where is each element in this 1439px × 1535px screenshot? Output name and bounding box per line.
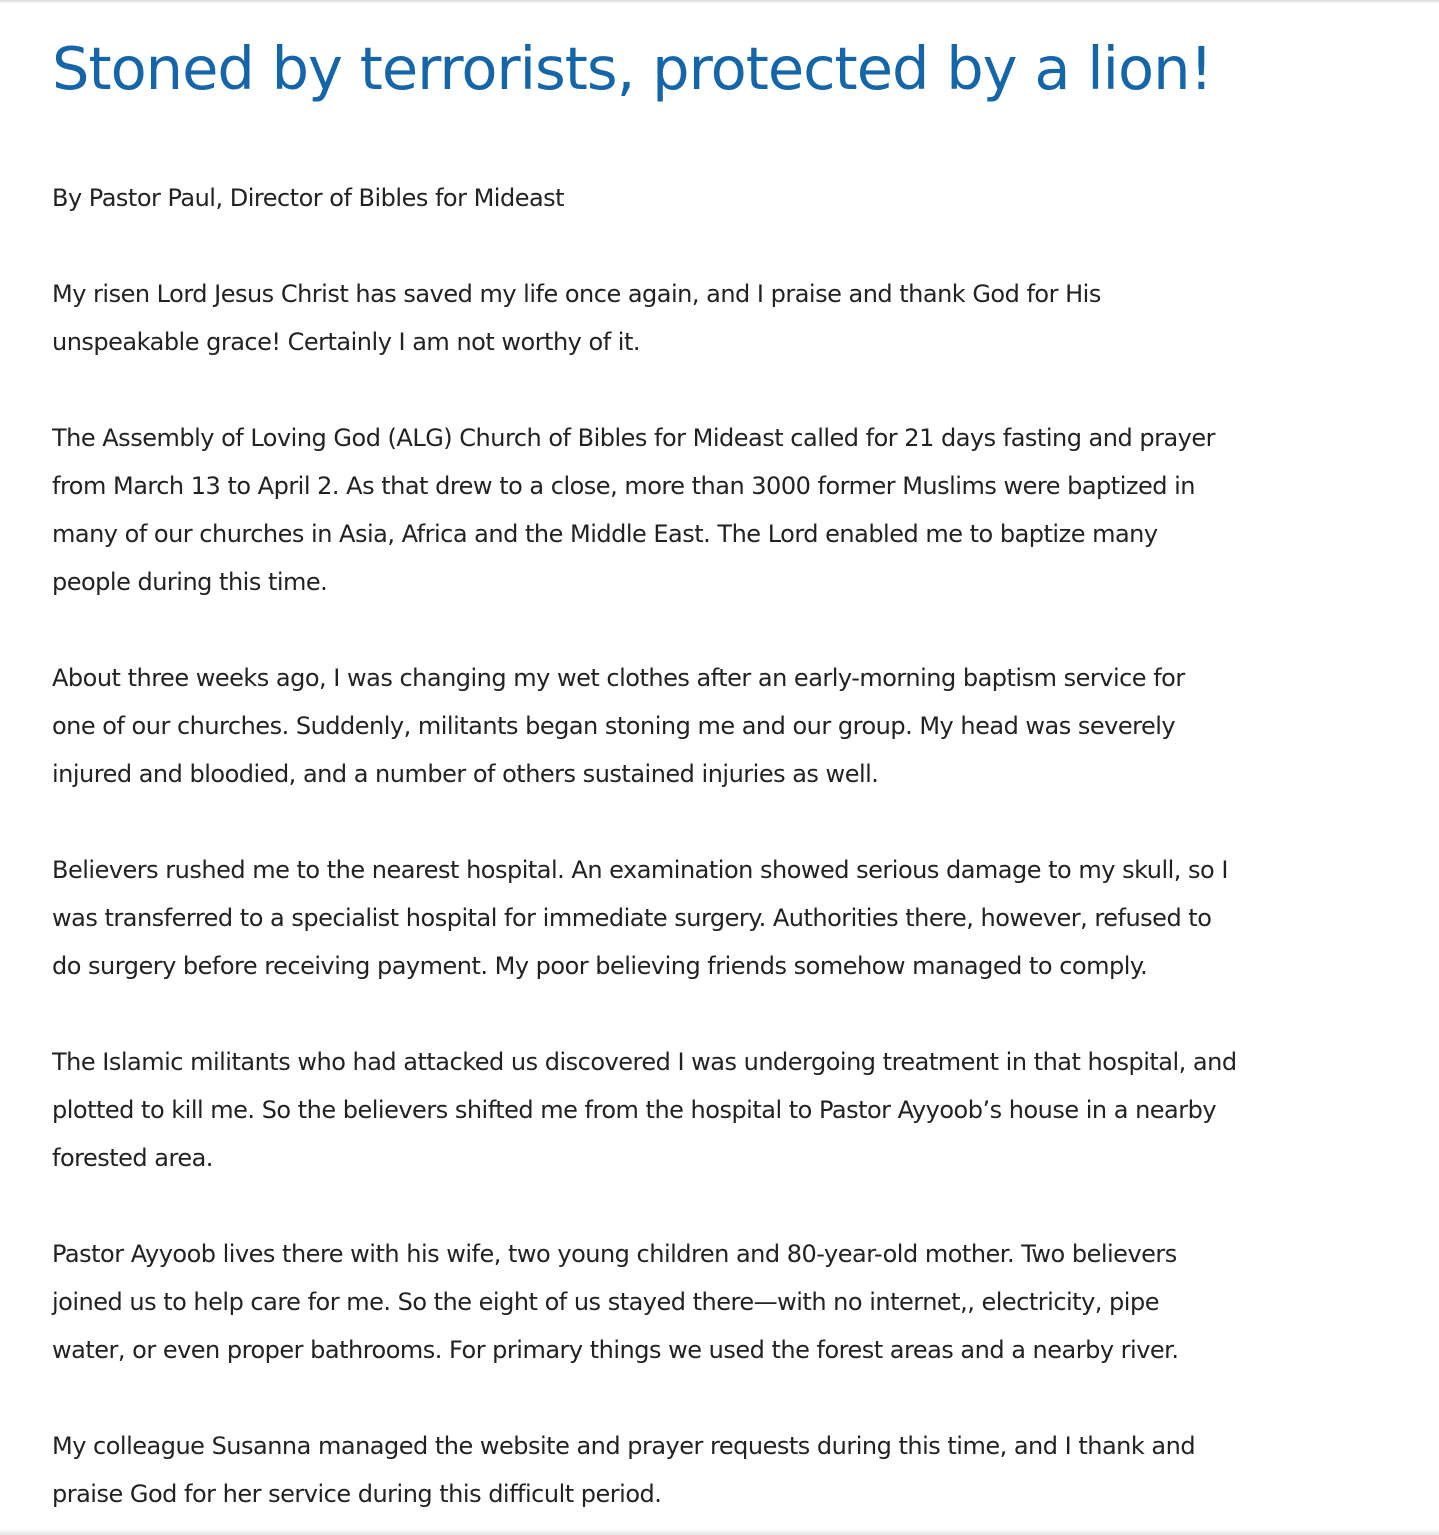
paragraph-line: was transferred to a specialist hospital for immediate surgery. Authorities there, however, refused to <box>52 904 1212 932</box>
paragraph-line: Pastor Ayyoob lives there with his wife, two young children and 80-year-old mother. Two believers <box>52 1240 1177 1268</box>
paragraph-line: The Islamic militants who had attacked us discovered I was undergoing treatment in that hospital, and <box>52 1048 1237 1076</box>
paragraph-line: praise God for her service during this difficult period. <box>52 1480 662 1508</box>
top-edge-shadow <box>0 0 1439 4</box>
paragraph-line: people during this time. <box>52 568 328 596</box>
article-title: Stoned by terrorists, protected by a lion! <box>52 34 1213 103</box>
paragraph-line: forested area. <box>52 1144 213 1172</box>
bottom-edge-shadow <box>0 1529 1439 1535</box>
paragraph-militants <box>52 1038 1237 1182</box>
paragraph-line: My colleague Susanna managed the website and prayer requests during this time, and I thank and <box>52 1432 1196 1460</box>
paragraph-line: water, or even proper bathrooms. For primary things we used the forest areas and a nearby river. <box>52 1336 1179 1364</box>
paragraph-fasting <box>52 414 1215 606</box>
paragraph-line: one of our churches. Suddenly, militants began stoning me and our group. My head was severely <box>52 712 1176 740</box>
article-byline: By Pastor Paul, Director of Bibles for Mideast <box>52 184 565 212</box>
paragraph-line: My risen Lord Jesus Christ has saved my life once again, and I praise and thank God for His <box>52 280 1101 308</box>
paragraph-line: plotted to kill me. So the believers shifted me from the hospital to Pastor Ayyoob’s house in a nearby <box>52 1096 1217 1124</box>
paragraph-stoning <box>52 654 1185 798</box>
paragraph-line: injured and bloodied, and a number of others sustained injuries as well. <box>52 760 879 788</box>
paragraph-line: The Assembly of Loving God (ALG) Church of Bibles for Mideast called for 21 days fasting and prayer <box>52 424 1215 452</box>
paragraph-line: About three weeks ago, I was changing my wet clothes after an early-morning baptism service for <box>52 664 1185 692</box>
paragraph-ayyoob <box>52 1230 1178 1374</box>
paragraph-line: unspeakable grace! Certainly I am not worthy of it. <box>52 328 640 356</box>
article <box>52 28 1424 1508</box>
paragraph-line: joined us to help care for me. So the eight of us stayed there—with no internet,, electricity, pipe <box>52 1288 1159 1316</box>
paragraph-hospital <box>52 846 1228 990</box>
paragraph-susanna <box>52 1422 1195 1518</box>
paragraph-line: many of our churches in Asia, Africa and the Middle East. The Lord enabled me to baptize many <box>52 520 1158 548</box>
paragraph-line: from March 13 to April 2. As that drew to a close, more than 3000 former Muslims were baptized in <box>52 472 1195 500</box>
paragraph-intro <box>52 270 1101 366</box>
paragraph-line: do surgery before receiving payment. My poor believing friends somehow managed to comply. <box>52 952 1148 980</box>
paragraph-line: Believers rushed me to the nearest hospital. An examination showed serious damage to my skull, so I <box>52 856 1228 884</box>
